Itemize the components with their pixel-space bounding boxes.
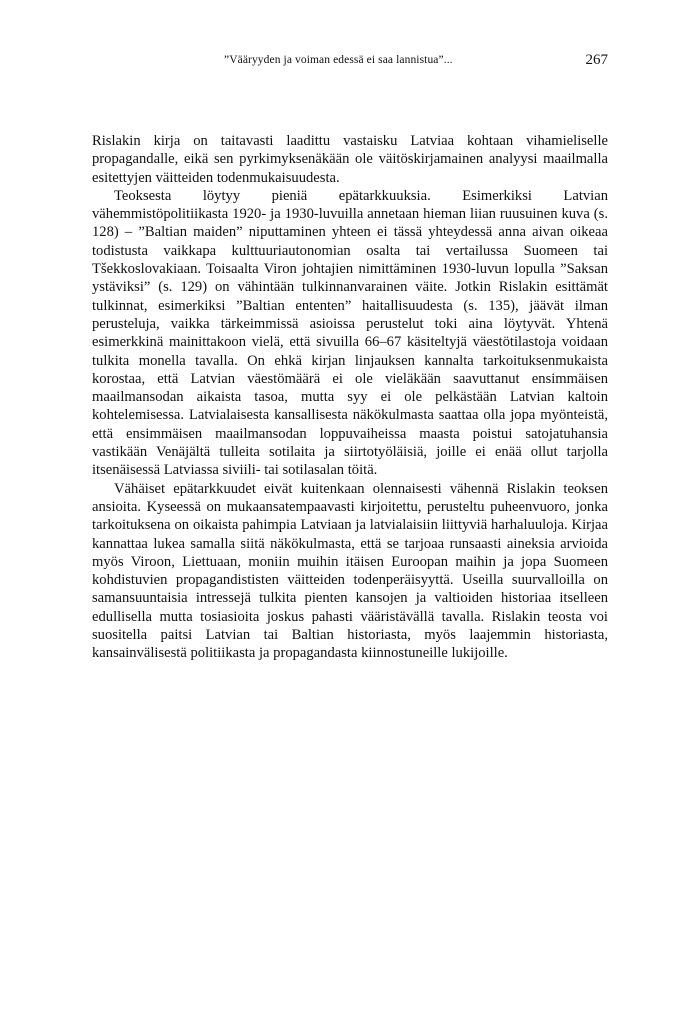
running-title: ”Vääryyden ja voiman edessä ei saa lannistua”... <box>224 54 453 66</box>
paragraph: Vähäiset epätarkkuudet eivät kuitenkaan olennaisesti vähennä Rislakin teoksen ansioita. Kyseessä on mukaansatempaavasti kirjoitettu, perusteltu puheenvuoro, jonka tarkoituksena on oikaista pahimpia Latviaan ja latvialaisiin liittyviä harhaluuloja. Kirjaa kannattaa lukea samalla siitä näkökulmasta, että se tarjoaa runsaasti aineksia arvioida myös Viroon, Liettuaan, moniin muihin itäisen Euroopan maihin ja jopa Suomeen kohdistuvien propagandististen väitteiden todenperäisyyttä. Useilla suurvalloilla on samansuuntaisia intressejä tulkita pienten kansojen ja valtioiden historiaa itselleen edullisella mutta tosiasioita joskus pahasti vääristävällä tavalla. Rislakin teosta voi suositella paitsi Latvian tai Baltian historiasta, myös laajemmin historiasta, kansainvälisestä politiikasta ja propagandasta kiinnostuneille lukijoille. <box>92 480 608 662</box>
paragraph: Rislakin kirja on taitavasti laadittu vastaisku Latviaa kohtaan vihamieliselle propagandalle, eikä sen pyrkimyksenäkään ole väitöskirjamainen analyysi maailmalla esitettyjen väitteiden todenmukaisuudesta. <box>92 133 608 186</box>
paragraph: Teoksesta löytyy pieniä epätarkkuuksia. Esimerkiksi Latvian vähemmistöpolitiikasta 1920- ja 1930-luvuilla annetaan hieman liian ruusuinen kuva (s. 128) – ”Baltian maiden” niputtaminen yhteen ei tässä yhteydessä anna aivan oikeaa todistusta vaikkapa kulttuuriautonomian osalta tai vertailussa Suomeen tai Tšekkoslovakiaan. Toisaalta Viron johtajien nimittäminen 1930-luvun lopulla ”Saksan ystäviksi” (s. 129) on vähintään tulkinnanvarainen väite. Jotkin Rislakin esittämät tulkinnat, esimerkiksi ”Baltian ententen” haitallisuudesta (s. 135), jäävät ilman perusteluja, vaikka tärkeimmissä asioissa perustelut toki aina löytyvät. Yhtenä esimerkkinä mainittakoon vielä, että sivuilla 66–67 käsiteltyjä väestötilastoja voidaan tulkita monella tavalla. On ehkä kirjan linjauksen kannalta tarkoituksenmukaista korostaa, että Latvian väestömäärä ei ole vieläkään saavuttanut ensimmäisen maailmansodan aikaista tasoa, mutta syy ei ole pelkästään Latvian kaltoin kohtelemisessa. Latvialaisesta kansallisesta näkökulmasta saattaa olla jopa myönteistä, että ensimmäisen maailmansodan loppuvaiheissa maasta poistui satojatuhansia vastikään Venäjältä tulleita sotilaita ja siirtotyöläisiä, joille ei enää ollut tarjolla itsenäisessä Latviassa siviili- tai sotilasalan töitä. <box>92 187 608 479</box>
page-number: 267 <box>585 52 608 68</box>
body-text <box>92 132 608 663</box>
running-header <box>92 52 608 72</box>
